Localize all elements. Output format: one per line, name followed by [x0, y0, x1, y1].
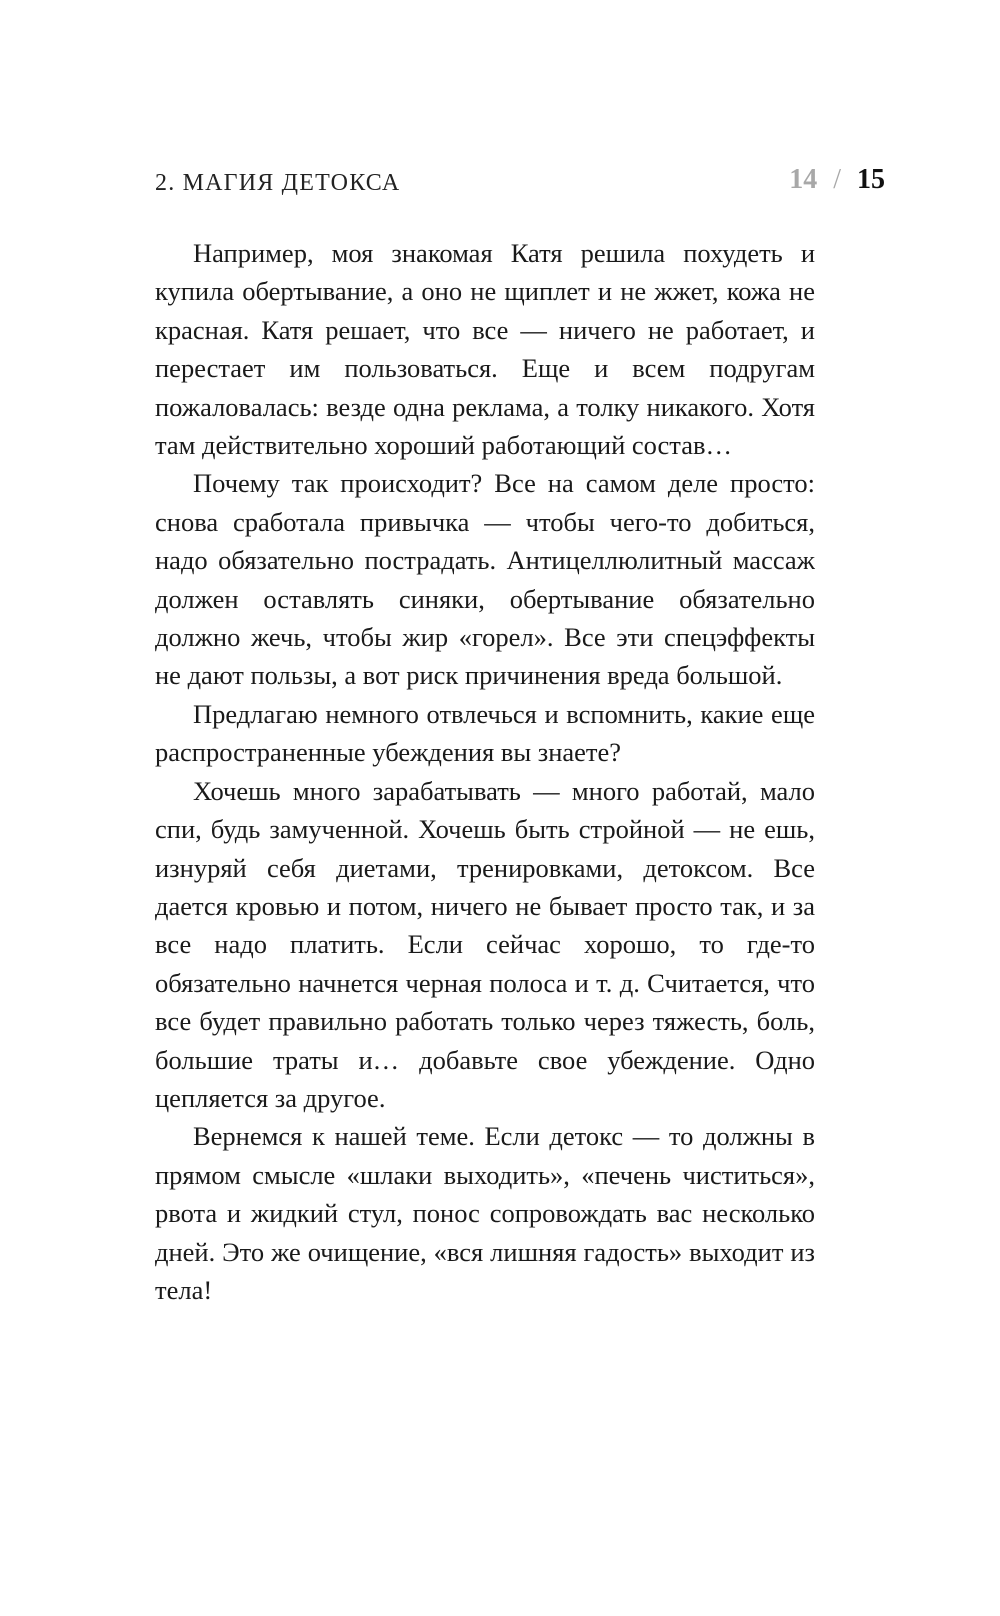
- paragraph: Вернемся к нашей теме. Если детокс — то должны в прямом смысле «шлаки выходить», «печень чиститься», рвота и жидкий стул, понос сопровождать вас несколько дней. Это же очищение, «вся лишняя гадость» выходит из тела!: [155, 1121, 815, 1305]
- chapter-title: 2. МАГИЯ ДЕТОКСА: [155, 170, 401, 196]
- paragraph: Хочешь много зарабатывать — много работай, мало спи, будь замученной. Хочешь быть стройной — не ешь, изнуряй себя диетами, тренировками, детоксом. Все дается кровью и потом, ничего не бывает просто так, и за все надо платить. Если сейчас хорошо, то где-то обязательно начнется черная полоса и т. д. Считается, что все будет правильно работать только через тяжесть, боль, большие траты и… добавьте свое убеждение. Одно цепляется за другое.: [155, 775, 815, 1113]
- current-page-number: 15: [857, 164, 885, 195]
- paragraph: Почему так происходит? Все на самом деле просто: снова сработала привычка — чтобы чего-то добиться, надо обязательно пострадать. Антицеллюлитный массаж должен оставлять синяки, обертывание обязательно должно жечь, чтобы жир «горел». Все эти спецэффекты не дают пользы, а вот риск причинения вреда большой.: [155, 468, 815, 691]
- body-text: [155, 234, 815, 1309]
- running-head: [155, 164, 885, 204]
- paragraph: Например, моя знакомая Катя решила похудеть и купила обертывание, а оно не щиплет и не жжет, кожа не красная. Катя решает, что все — ничего не работает, и перестает им пользоваться. Еще и всем подругам пожаловалась: везде одна реклама, а толку никакого. Хотя там действительно хороший работающий состав…: [155, 238, 815, 461]
- paragraph: Предлагаю немного отвлечься и вспомнить, какие еще распространенные убеждения вы знаете?: [155, 698, 815, 768]
- previous-page-number: 14: [789, 164, 818, 195]
- page-numbers: [789, 164, 885, 196]
- page-separator: /: [833, 164, 841, 195]
